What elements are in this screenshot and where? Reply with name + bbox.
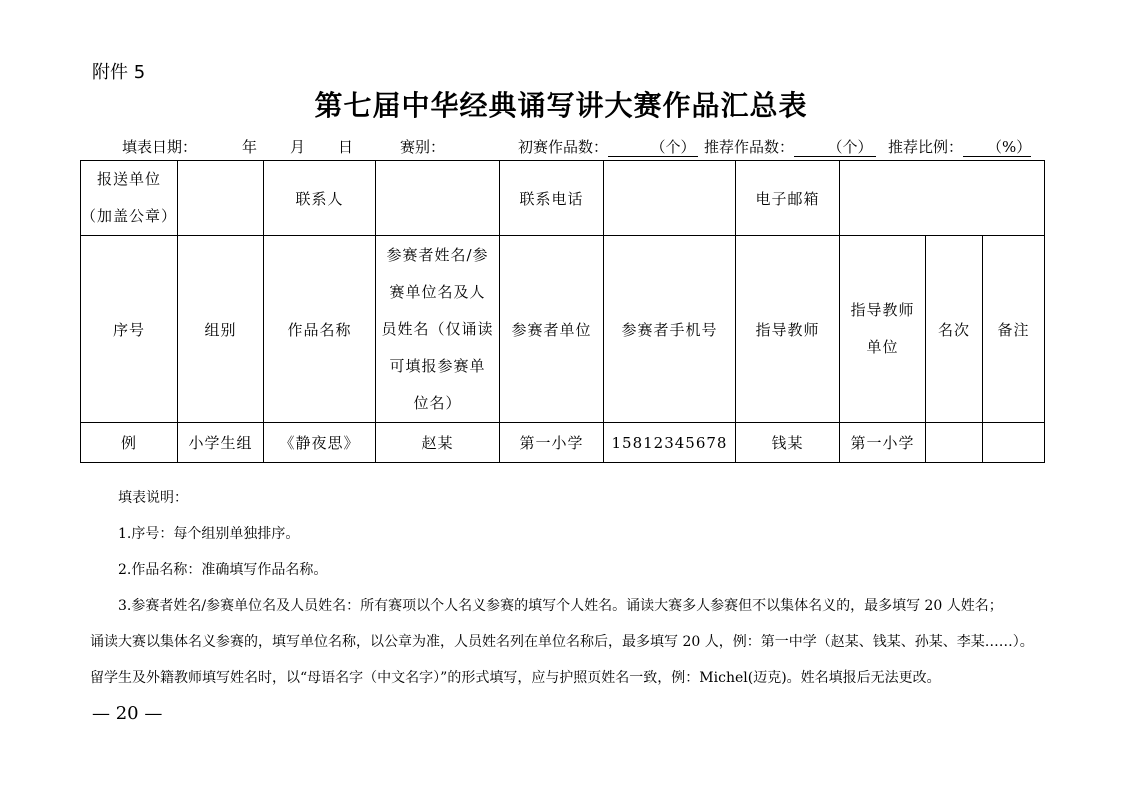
phone-cell[interactable] [604,161,736,236]
recommend-blank: （个） [794,139,876,157]
example-group: 小学生组 [178,423,264,463]
instructions [90,480,1040,696]
example-rank[interactable] [926,423,983,463]
month-label: 月 [290,138,306,156]
prelim-blank: （个） [608,139,698,157]
recommend-label: 推荐作品数： [704,138,795,156]
col-participant-unit: 参赛者单位 [500,236,604,423]
example-participant-unit: 第一小学 [500,423,604,463]
contact-label: 联系人 [264,161,376,236]
year-label: 年 [242,138,258,156]
instructions-heading: 填表说明： [118,490,188,506]
example-row [81,423,1045,463]
col-teacher-unit: 指导教师 单位 [840,236,926,423]
submitting-unit-cell[interactable] [178,161,264,236]
email-label: 电子邮箱 [736,161,840,236]
col-participant-phone: 参赛者手机号 [604,236,736,423]
col-rank: 名次 [926,236,983,423]
example-teacher: 钱某 [736,423,840,463]
day-label: 日 [338,138,354,156]
example-participant: 赵某 [376,423,500,463]
phone-label: 联系电话 [500,161,604,236]
example-participant-phone: 15812345678 [604,423,736,463]
recommend-count [704,136,876,157]
instruction-continuation: 留学生及外籍教师填写姓名时，以“母语名字（中文名字）”的形式填写，应与护照页姓名一致，例：Michel(迈克)。姓名填报后无法更改。 [90,670,941,686]
submitting-unit-label: 报送单位 （加盖公章） [81,161,178,236]
instruction-continuation: 诵读大赛以集体名义参赛的，填写单位名称，以公章为准，人员姓名列在单位名称后，最多填写 20 人，例：第一中学（赵某、钱某、孙某、李某……）。 [90,634,1034,650]
category-label: 赛别： [400,138,446,156]
col-work-name: 作品名称 [264,236,376,423]
instruction-item: 2.作品名称：准确填写作品名称。 [118,562,328,578]
col-participant: 参赛者姓名/参 赛单位名及人 员姓名（仅诵读 可填报参赛单 位名） [376,236,500,423]
example-work-name: 《静夜思》 [264,423,376,463]
example-seq: 例 [81,423,178,463]
ratio-blank: （%） [963,139,1031,157]
submitter-row [81,161,1045,236]
prelim-label: 初赛作品数： [518,138,609,156]
col-teacher: 指导教师 [736,236,840,423]
prelim-count [518,136,698,157]
page-title: 第七届中华经典诵写讲大赛作品汇总表 [314,89,808,122]
col-seq: 序号 [81,236,178,423]
instruction-item: 1.序号：每个组别单独排序。 [118,526,300,542]
column-header-row [81,236,1045,423]
example-teacher-unit: 第一小学 [840,423,926,463]
summary-table [80,160,1045,463]
fill-date-label: 填表日期： [122,138,198,156]
contact-cell[interactable] [376,161,500,236]
attachment-label: 附件 5 [92,62,146,83]
email-cell[interactable] [840,161,1045,236]
example-remark[interactable] [983,423,1045,463]
ratio-label: 推荐比例： [888,138,964,156]
instruction-item: 3.参赛者姓名/参赛单位名及人员姓名：所有赛项以个人名义参赛的填写个人姓名。诵读大赛多人参赛但不以集体名义的，最多填写 20 人姓名； [118,598,1003,614]
col-group: 组别 [178,236,264,423]
recommend-ratio [888,136,1031,157]
col-remark: 备注 [983,236,1045,423]
page-number: — 20 — [92,703,163,724]
